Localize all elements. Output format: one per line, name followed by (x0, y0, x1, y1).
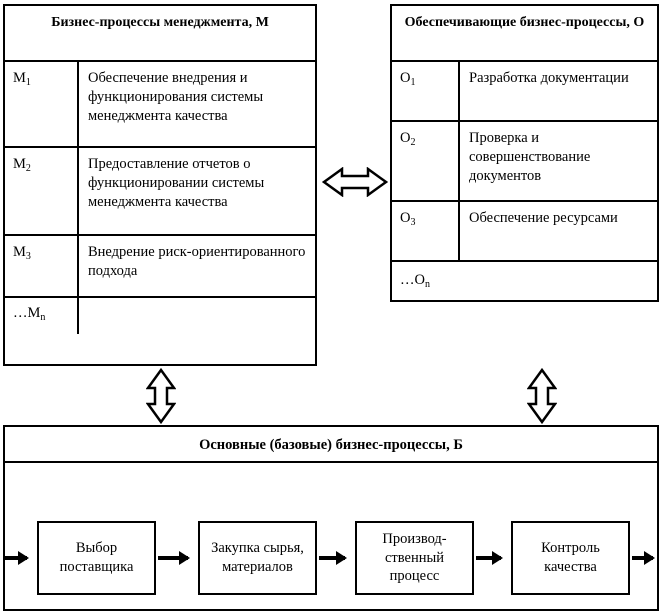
row-code (392, 122, 460, 200)
row-code (392, 202, 460, 260)
process-box: Контроль качества (511, 521, 630, 595)
row-code-sub: n (424, 279, 430, 290)
double-arrow-horizontal-icon (322, 167, 388, 197)
process-box: Производ-ственный процесс (355, 521, 474, 595)
row-code-sub: 2 (410, 137, 416, 148)
process-chain (5, 463, 657, 609)
row-text: Обеспечение внедрения и функционирования системы менеджмента качества (88, 70, 264, 125)
row-code-sub: 3 (410, 217, 416, 228)
row-code-text: М (13, 70, 26, 86)
flow-arrow-icon (476, 556, 501, 560)
row-code (5, 62, 79, 146)
row-code-text: О (400, 130, 411, 146)
row-code-text: М (13, 244, 26, 260)
table-row (392, 202, 657, 262)
panel-core-title: Основные (базовые) бизнес-процессы, Б (5, 427, 657, 463)
double-arrow-vertical-icon (527, 368, 557, 424)
row-code-sub: 2 (25, 163, 31, 174)
flow-arrow-out-icon (632, 556, 653, 560)
panel-supporting-title: Обеспечивающие бизнес-процессы, О (392, 6, 657, 62)
table-row (392, 122, 657, 202)
table-row (5, 148, 315, 236)
flow-arrow-icon (158, 556, 188, 560)
double-arrow-vertical-icon (146, 368, 176, 424)
table-row (392, 62, 657, 122)
row-code (392, 262, 460, 302)
row-code-sub: 3 (25, 251, 31, 262)
row-code-sub: n (40, 312, 46, 323)
row-code (5, 298, 79, 334)
panel-core-processes (3, 425, 659, 611)
table-row (5, 62, 315, 148)
row-text: Разработка документации (469, 70, 629, 86)
row-code (392, 62, 460, 120)
row-text: Предоставление отчетов о функционировании системы менеджмента качества (88, 156, 265, 211)
row-text: Внедрение риск-ориентированного подхода (88, 244, 306, 280)
row-code-text: О (400, 210, 411, 226)
panel-supporting-processes (390, 4, 659, 302)
row-text (460, 262, 657, 302)
row-code (5, 236, 79, 296)
process-box: Закупка сырья, материалов (198, 521, 317, 595)
row-code-sub: 1 (410, 77, 416, 88)
process-box: Выбор поставщика (37, 521, 156, 595)
row-code-text: …О (400, 272, 425, 288)
row-code-text: …М (13, 305, 41, 321)
row-code-sub: 1 (25, 77, 31, 88)
table-row (392, 262, 657, 302)
table-row (5, 298, 315, 334)
flow-arrow-in-icon (5, 556, 27, 560)
flow-arrow-icon (319, 556, 345, 560)
row-text (79, 298, 315, 334)
row-text: Обеспечение ресурсами (469, 210, 618, 226)
row-text: Проверка и совершенствование документов (469, 130, 591, 185)
row-code-text: М (13, 156, 26, 172)
panel-management-processes (3, 4, 317, 366)
row-code (5, 148, 79, 234)
table-row (5, 236, 315, 298)
panel-management-title: Бизнес-процессы менеджмента, М (5, 6, 315, 62)
row-code-text: О (400, 70, 411, 86)
